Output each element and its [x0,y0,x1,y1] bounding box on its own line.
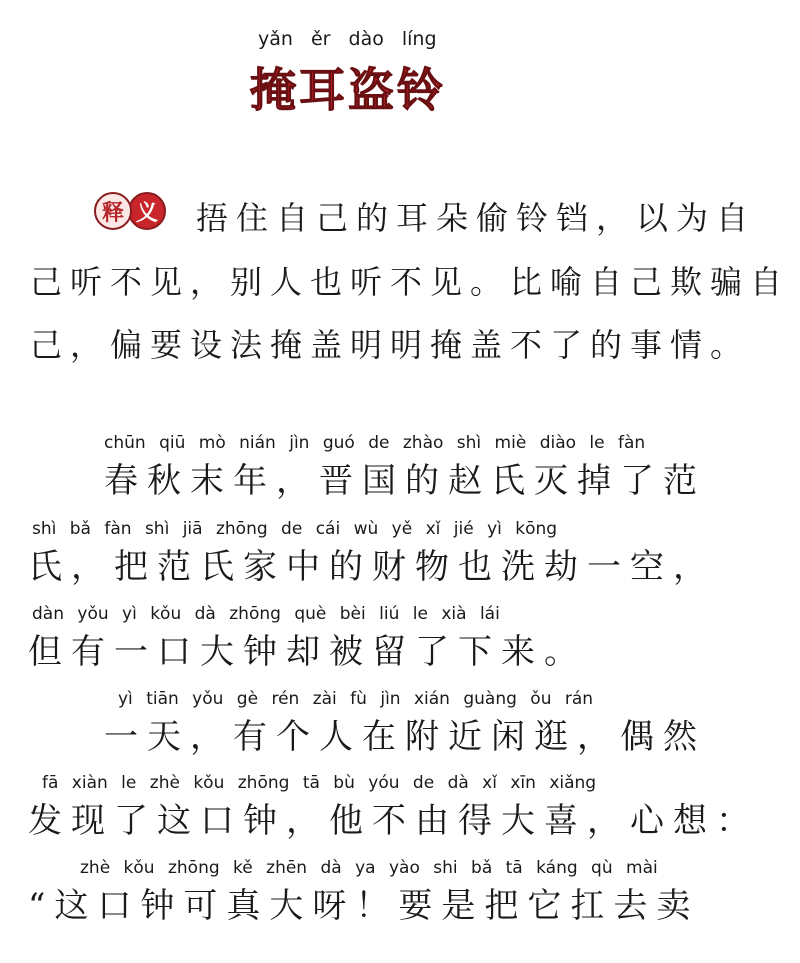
definition-line-2: 己听不见，别人也听不见。比喻自己欺骗自 [30,263,791,301]
story-pinyin-1: chūn qiū mò nián jìn guó de zhào shì miè diào le fàn [104,433,646,453]
badge-right-char: 义 [128,192,166,230]
story-text-2: 氏，把范氏家中的财物也洗劫一空， [28,547,716,587]
story-text-4: 一天，有个人在附近闲逛，偶然 [104,717,706,757]
story-text-1: 春秋末年，晋国的赵氏灭掉了范 [104,461,706,501]
story-text-6: “这口钟可真大呀！要是把它扛去卖 [28,886,700,926]
page-title: 掩耳盗铃 [250,63,446,117]
badge-left-char: 释 [94,192,132,230]
story-text-3: 但有一口大钟却被留了下来。 [28,632,587,672]
definition-line-3: 己，偏要设法掩盖明明掩盖不了的事情。 [30,326,751,364]
story-pinyin-2: shì bǎ fàn shì jiā zhōng de cái wù yě xǐ jié yì kōng [32,519,558,539]
story-pinyin-6: zhè kǒu zhōng kě zhēn dà ya yào shi bǎ tā káng qù mài [80,858,658,878]
story-pinyin-3: dàn yǒu yì kǒu dà zhōng què bèi liú le xià lái [32,604,500,624]
story-text-5: 发现了这口钟，他不由得大喜，心想： [28,801,759,841]
story-pinyin-5: fā xiàn le zhè kǒu zhōng tā bù yóu de dà xǐ xīn xiǎng [42,773,597,793]
title-pinyin: yǎn ěr dào líng [258,28,437,50]
definition-badge [94,190,174,232]
definition-line-1: 捂住自己的耳朵偷铃铛，以为自 [196,199,757,237]
story-pinyin-4: yì tiān yǒu gè rén zài fù jìn xián guàng ǒu rán [118,689,594,709]
